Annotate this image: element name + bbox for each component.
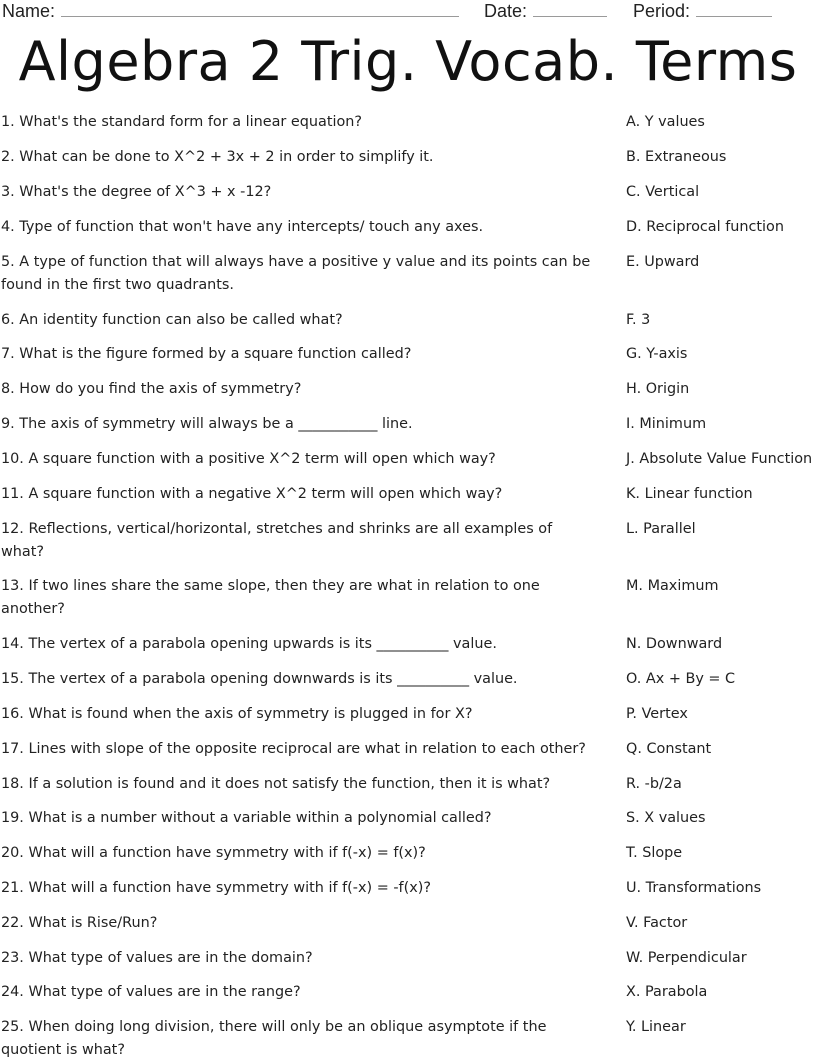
question-item: 14. The vertex of a parabola opening upwards is its __________ value. — [1, 636, 497, 652]
answer-choice: A. Y values — [626, 114, 705, 130]
question-item: 10. A square function with a positive X^2 term will open which way? — [1, 451, 496, 467]
answer-choice: W. Perpendicular — [626, 950, 747, 966]
question-item: 6. An identity function can also be called what? — [1, 312, 343, 328]
answer-choice: E. Upward — [626, 254, 700, 270]
period-field[interactable] — [633, 0, 772, 22]
question-item: 19. What is a number without a variable within a polynomial called? — [1, 810, 492, 826]
answer-choice: I. Minimum — [626, 416, 707, 432]
question-item: 2. What can be done to X^2 + 3x + 2 in order to simplify it. — [1, 149, 434, 165]
period-blank-line[interactable] — [696, 0, 772, 17]
question-item: 25. When doing long division, there will only be an oblique asymptote if the quotient is what? — [1, 1019, 552, 1058]
question-item: 8. How do you find the axis of symmetry? — [1, 381, 302, 397]
name-label: Name: — [2, 1, 56, 21]
answer-choice: S. X values — [626, 810, 706, 826]
answer-choice: C. Vertical — [626, 184, 700, 200]
answer-choice: B. Extraneous — [626, 149, 727, 165]
question-item: 3. What's the degree of X^3 + x -12? — [1, 184, 272, 200]
question-item: 21. What will a function have symmetry with if f(-x) = -f(x)? — [1, 880, 431, 896]
answer-choice: U. Transformations — [626, 880, 762, 896]
name-blank-line[interactable] — [61, 0, 459, 17]
name-field[interactable] — [2, 0, 459, 22]
question-item: 18. If a solution is found and it does not satisfy the function, then it is what? — [1, 776, 551, 792]
date-field[interactable] — [484, 0, 607, 22]
answer-choice: H. Origin — [626, 381, 690, 397]
question-item: 13. If two lines share the same slope, then they are what in relation to one another? — [1, 578, 545, 617]
date-blank-line[interactable] — [533, 0, 607, 17]
answer-choice: T. Slope — [626, 845, 683, 861]
answer-choice: Q. Constant — [626, 741, 712, 757]
question-item: 15. The vertex of a parabola opening downwards is its __________ value. — [1, 671, 518, 687]
answer-choice: D. Reciprocal function — [626, 219, 784, 235]
question-item: 16. What is found when the axis of symmetry is plugged in for X? — [1, 706, 473, 722]
page-title: Algebra 2 Trig. Vocab. Terms — [18, 30, 798, 93]
answer-choice: O. Ax + By = C — [626, 671, 736, 687]
answer-choice: X. Parabola — [626, 984, 708, 1000]
answer-choice: K. Linear function — [626, 486, 753, 502]
question-item: 11. A square function with a negative X^2 term will open which way? — [1, 486, 503, 502]
question-item: 1. What's the standard form for a linear equation? — [1, 114, 363, 130]
question-item: 7. What is the figure formed by a square function called? — [1, 346, 412, 362]
answer-choice: R. -b/2a — [626, 776, 682, 792]
answer-choice: V. Factor — [626, 915, 688, 931]
question-item: 4. Type of function that won't have any intercepts/ touch any axes. — [1, 219, 484, 235]
answer-choice: G. Y-axis — [626, 346, 688, 362]
question-item: 20. What will a function have symmetry with if f(-x) = f(x)? — [1, 845, 426, 861]
question-item: 5. A type of function that will always have a positive y value and its points can be found in the first two quadrants. — [1, 254, 595, 293]
question-item: 23. What type of values are in the domain? — [1, 950, 313, 966]
answer-choice: F. 3 — [626, 312, 651, 328]
answer-choice: M. Maximum — [626, 578, 719, 594]
answer-choice: J. Absolute Value Function — [626, 451, 813, 467]
answer-choice: P. Vertex — [626, 706, 688, 722]
answer-choice: Y. Linear — [626, 1019, 686, 1035]
answer-choice: N. Downward — [626, 636, 723, 652]
question-item: 12. Reflections, vertical/horizontal, stretches and shrinks are all examples of what? — [1, 521, 557, 560]
worksheet-header — [0, 0, 816, 24]
question-item: 17. Lines with slope of the opposite reciprocal are what in relation to each other? — [1, 741, 586, 757]
date-label: Date: — [484, 1, 528, 21]
question-item: 24. What type of values are in the range? — [1, 984, 301, 1000]
question-item: 22. What is Rise/Run? — [1, 915, 158, 931]
question-item: 9. The axis of symmetry will always be a ___________ line. — [1, 416, 413, 432]
period-label: Period: — [633, 1, 691, 21]
answer-choice: L. Parallel — [626, 521, 696, 537]
